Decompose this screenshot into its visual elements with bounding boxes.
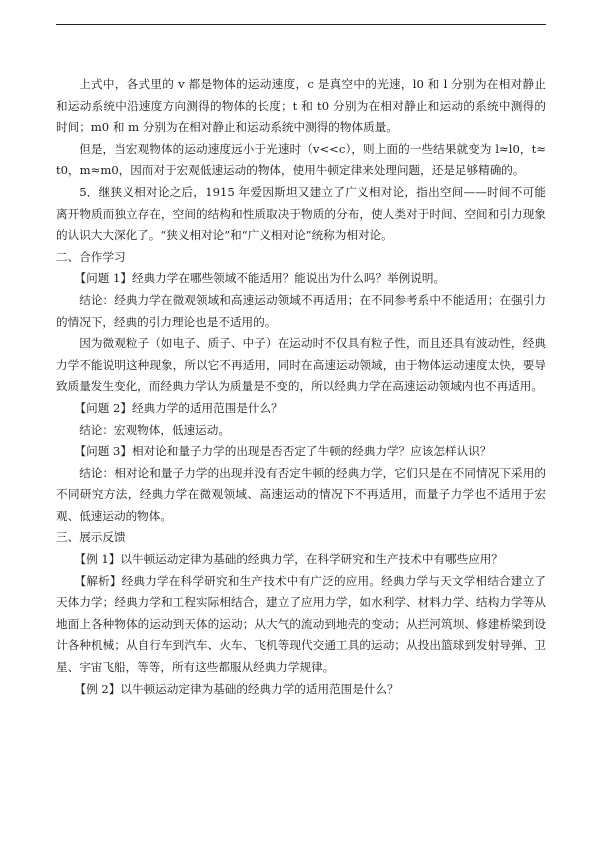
conclusion-1: 结论：经典力学在微观领域和高速运动领域不再适用；在不同参考系中不能适用；在强引力的情况下，经典的引力理论也是不适用的。 <box>56 292 546 329</box>
example-2: 【例 2】以牛顿运动定律为基础的经典力学的适用范围是什么？ <box>74 681 399 696</box>
paragraph-low-speed-approximation: 但是，当宏观物体的运动速度远小于光速时（v<<c），则上面的一些结果就变为 l≈l0，t≈t0，m≈m0，因而对于宏观低速运动的物体，使用牛顿定律来处理问题，还是足够精确的。 <box>56 141 546 178</box>
analysis-1: 【解析】经典力学在科学研究和生产技术中有广泛的应用。经典力学与天文学相结合建立了天体力学；经典力学和工程实际相结合，建立了应用力学，如水利学、材料力学、结构力学等从地面上各种物体的运动到天体的运动；从大气的流动到地壳的变动；从拦河筑坝、修建桥梁到设计各种机械；从自行车到汽车、火车、飞机等现代交通工具的运动；从投出篮球到发射导弹、卫星、宇宙飞船，等等，所有这些都服从经典力学规律。 <box>56 573 546 675</box>
paragraph-microscopic-particles: 因为微观粒子（如电子、质子、中子）在运动时不仅具有粒子性，而且还具有波动性，经典力学不能说明这种现象，所以它不再适用，同时在高速运动领域，由于物体运动速度太快，要导致质量发生变化，而经典力学认为质量是不变的，所以经典力学在高速运动领域内也不再适用。 <box>56 336 546 394</box>
header-rule <box>56 24 546 25</box>
conclusion-2: 结论：宏观物体，低速运动。 <box>79 422 230 437</box>
question-1: 【问题 1】经典力学在哪些领域不能适用？能说出为什么吗？举例说明。 <box>74 271 446 286</box>
paragraph-general-relativity: 5．继狭义相对论之后，1915 年爱因斯坦又建立了广义相对论，指出空间——时间不可能离开物质而独立存在，空间的结构和性质取决于物质的分布，使人类对于时间、空间和引力现象的认识大大深化了。“狭义相对论”和“广义相对论”统称为相对论。 <box>56 184 546 243</box>
conclusion-3: 结论：相对论和量子力学的出现并没有否定牛顿的经典力学，它们只是在不同情况下采用的不同研究方法，经典力学在微观领域、高速运动的情况下不再适用，而量子力学也不适用于宏观、低速运动的物体。 <box>56 465 546 523</box>
question-2: 【问题 2】经典力学的适用范围是什么？ <box>74 400 283 415</box>
example-1: 【例 1】以牛顿运动定律为基础的经典力学，在科学研究和生产技术中有哪些应用？ <box>74 552 503 567</box>
paragraph-formula-explanation: 上式中，各式里的 v 都是物体的运动速度，c 是真空中的光速，l0 和 l 分别为在相对静止和运动系统中沿速度方向测得的物体的长度；t 和 t0 分别为在相对静止和运动的系统中测得的时间；m0 和 m 分别为在相对静止和运动系统中测得的物体质量。 <box>56 77 546 135</box>
document-body <box>56 74 546 700</box>
section-heading-cooperative-learning: 二、合作学习 <box>56 249 126 264</box>
section-heading-presentation-feedback: 三、展示反馈 <box>56 530 126 545</box>
question-3: 【问题 3】相对论和量子力学的出现是否否定了牛顿的经典力学？应该怎样认识？ <box>74 444 492 459</box>
